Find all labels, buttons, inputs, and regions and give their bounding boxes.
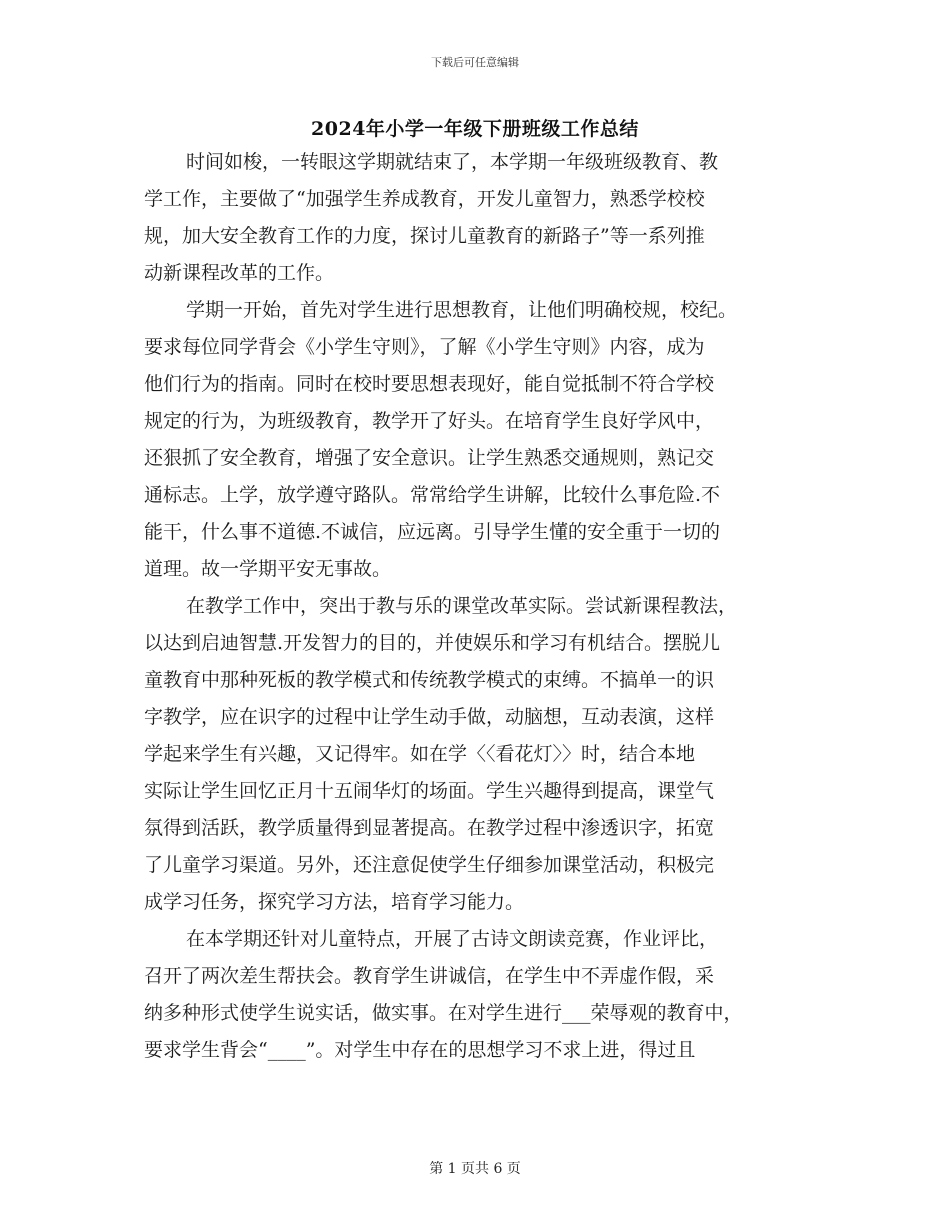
text-line: 规定的行为，为班级教育，教学开了好头。在培育学生良好学风中，: [144, 410, 715, 432]
text-line: 要求每位同学背会《小学生守则》，了解《小学生守则》内容，成为: [144, 336, 705, 358]
text-line: 童教育中那种死板的教学模式和传统教学模式的束缚。不搞单一的识: [144, 669, 715, 691]
text-line: 学期一开始，首先对学生进行思想教育，让他们明确校规，校纪。: [186, 299, 738, 321]
text-line: 时间如梭，一转眼这学期就结束了，本学期一年级班级教育、教: [186, 151, 719, 173]
paragraph: [144, 144, 814, 292]
text-line: 通标志。上学，放学遵守路队。常常给学生讲解，比较什么事危险.不: [144, 484, 721, 506]
text-line: 在教学工作中，突出于教与乐的课堂改革实际。尝试新课程教法，: [186, 595, 738, 617]
text-line: 召开了两次差生帮扶会。教育学生讲诚信，在学生中不弄虚作假，采: [144, 965, 715, 987]
text-line: 以达到启迪智慧.开发智力的目的，并使娱乐和学习有机结合。摆脱儿: [144, 632, 721, 654]
text-line: 字教学，应在识字的过程中让学生动手做，动脑想，互动表演，这样: [144, 706, 715, 728]
document-title: 2024年小学一年级下册班级工作总结: [311, 118, 639, 140]
text-line: 规，加大安全教育工作的力度，探讨儿童教育的新路子”等一系列推: [144, 225, 705, 247]
text-line: 他们行为的指南。同时在校时要思想表现好，能自觉抵制不符合学校: [144, 373, 715, 395]
text-line: 在本学期还针对儿童特点，开展了古诗文朗读竞赛，作业评比，: [186, 928, 719, 950]
text-line: 动新课程改革的工作。: [144, 262, 335, 284]
text-line: 道理。故一学期平安无事故。: [144, 558, 392, 580]
document-body: [144, 144, 814, 1069]
paragraph: [144, 588, 814, 921]
text-line: 了儿童学习渠道。另外，还注意促使学生仔细参加课堂活动，积极完: [144, 854, 715, 876]
paragraph: [144, 921, 814, 1069]
page-header: 下载后可任意编辑: [431, 56, 519, 69]
page-footer: 第 1 页共 6 页: [429, 1161, 521, 1177]
text-line: 还狠抓了安全教育，增强了安全意识。让学生熟悉交通规则，熟记交: [144, 447, 715, 469]
text-line: 要求学生背会“____”。对学生中存在的思想学习不求上进，得过且: [144, 1039, 696, 1061]
text-line: 成学习任务，探究学习方法，培育学习能力。: [144, 891, 525, 913]
text-line: 纳多种形式使学生说实话，做实事。在对学生进行___荣辱观的教育中，: [144, 1002, 743, 1024]
text-line: 氛得到活跃，教学质量得到显著提高。在教学过程中渗透识字，拓宽: [144, 817, 715, 839]
paragraph: [144, 292, 814, 588]
text-line: 学起来学生有兴趣，又记得牢。如在学〈〈看花灯〉〉时，结合本地: [144, 743, 696, 765]
text-line: 实际让学生回忆正月十五闹华灯的场面。学生兴趣得到提高，课堂气: [144, 780, 715, 802]
text-line: 学工作，主要做了“加强学生养成教育，开发儿童智力，熟悉学校校: [144, 188, 705, 210]
text-line: 能干，什么事不道德.不诚信，应远离。引导学生懂的安全重于一切的: [144, 521, 721, 543]
